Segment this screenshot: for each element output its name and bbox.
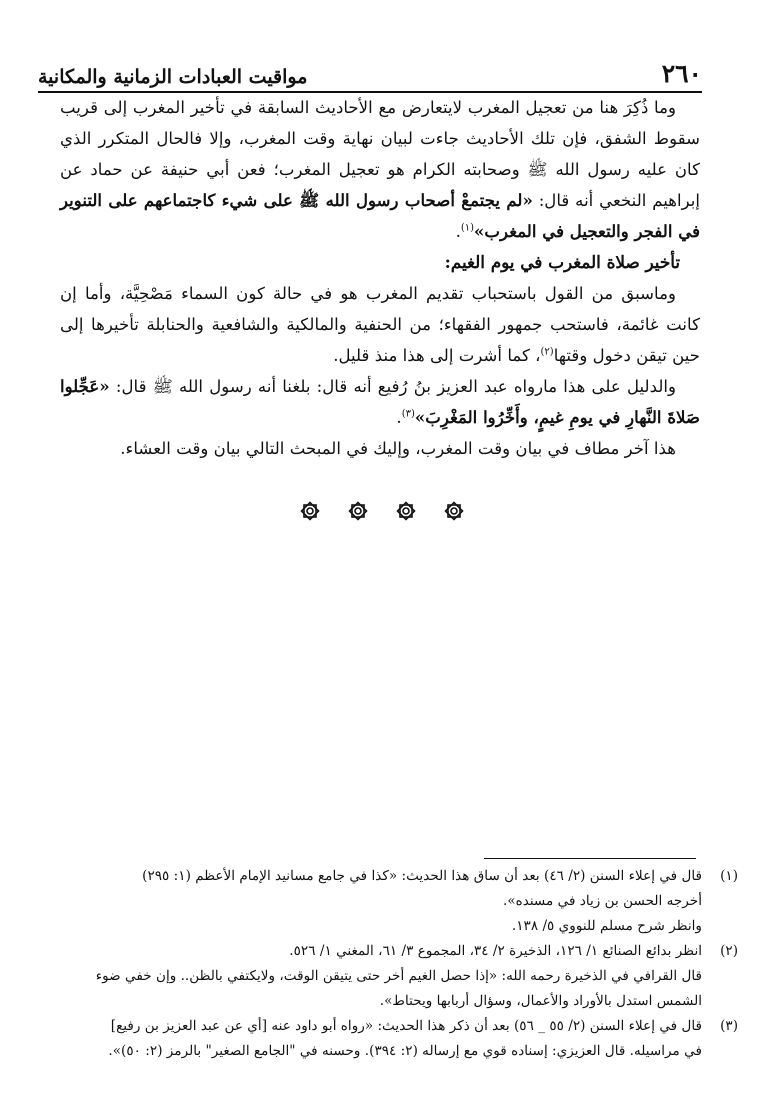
page-header — [38, 48, 702, 93]
paragraph-1 — [60, 92, 700, 247]
paragraph-1-end: . — [455, 222, 461, 241]
ornament-icon — [347, 500, 369, 522]
paragraph-3-text: والدليل على هذا مارواه عبد العزيز بنُ رُفيع أنه قال: بلغنا أنه رسول الله ﷺ قال: — [109, 377, 676, 396]
ornament-icon — [443, 500, 465, 522]
paragraph-3 — [60, 371, 700, 433]
footnote-line: الشمس استدل بالأوراد والأعمال، وسؤال أربابها ويحتاط». — [379, 993, 702, 1009]
main-text — [60, 92, 700, 464]
footnote-ref-2: (٢) — [540, 346, 554, 358]
footnote-1 — [28, 864, 738, 939]
paragraph-2 — [60, 278, 700, 371]
paragraph-1-quote: «لم يجتمعْ أصحاب رسول الله ﷺ على شيء كاجتماعهم على التنوير في الفجر والتعجيل في المغرب» — [60, 190, 700, 241]
running-title: مواقيت العبادات الزمانية والمكانية — [38, 66, 308, 88]
footnote-2 — [28, 939, 738, 1014]
ornament-icon — [299, 500, 321, 522]
footnote-separator — [484, 858, 696, 859]
footnote-number: (١) — [720, 868, 738, 884]
footnote-ref-1: (١) — [460, 222, 475, 234]
section-divider — [0, 500, 764, 522]
footnote-ref-3: (٣) — [401, 408, 415, 420]
footnotes — [28, 864, 738, 1064]
footnote-text — [28, 864, 702, 939]
footnote-line: قال في إعلاء السنن (٢/ ٥٥ _ ٥٦) بعد أن ذكر هذا الحديث: «رواه أبو داود عنه [أي عن عبد العزيز بن رفيع] — [110, 1018, 702, 1034]
footnote-number: (٢) — [720, 943, 738, 959]
footnote-line: أخرجه الحسن بن زياد في مسنده». — [502, 893, 702, 909]
footnote-text — [28, 1014, 702, 1064]
footnote-line: قال في إعلاء السنن (٢/ ٤٦) بعد أن ساق هذا الحديث: «كذا في جامع مسانيد الإمام الأعظم (١: ٢٩٥) — [142, 868, 702, 884]
footnote-line: قال القرافي في الذخيرة رحمه الله: «إذا حصل الغيم أخر حتى يتيقن الوقت، ولايكتفي بالظن.. وإن خفي ضوء — [95, 968, 702, 984]
paragraph-1-text: وما ذُكِرَ هنا من تعجيل المغرب لايتعارض مع الأحاديث السابقة في تأخير المغرب إلى قريب سقوط الشفق، فإن تلك الأحاديث جاءت لبيان نهاية وقت المغرب، وإلا فالحال المتكرر الذي كان عليه رسول الله ﷺ وصحابته الكرام هو تعجيل المغرب؛ فعن أبي حنيفة عن حماد عن إبراهيم النخعي أنه قال: — [60, 98, 700, 210]
footnote-line: انظر بدائع الصنائع ١/ ١٢٦، الذخيرة ٢/ ٣٤، المجموع ٣/ ٦١، المغني ١/ ٥٢٦. — [289, 943, 702, 959]
footnote-line: وانظر شرح مسلم للنووي ٥/ ١٣٨. — [511, 918, 702, 934]
page-number: ٢٦٠ — [661, 59, 702, 88]
footnote-3 — [28, 1014, 738, 1064]
footnote-text — [28, 939, 702, 1014]
footnote-number: (٣) — [720, 1018, 738, 1034]
paragraph-3-quote: «عَجِّلوا صَلاةَ النَّهارِ في يومِ غيمٍ، وأَخِّرُوا المَغْرِبَ» — [60, 376, 700, 427]
paragraph-2-end: ، كما أشرت إلى هذا منذ قليل. — [333, 346, 541, 365]
ornament-icon — [395, 500, 417, 522]
footnote-line: في مراسيله. قال العزيزي: إسناده قوي مع إرساله (٢: ٣٩٤). وحسنه في "الجامع الصغير" بالرمز (٢: ٥٠)». — [108, 1043, 702, 1059]
paragraph-4: هذا آخر مطاف في بيان وقت المغرب، وإليك في المبحث التالي بيان وقت العشاء. — [120, 439, 676, 458]
section-heading: تأخير صلاة المغرب في يوم الغيم: — [444, 252, 680, 272]
paragraph-2-text: وماسبق من القول باستحباب تقديم المغرب هو في حالة كون السماء مَصْحِيَّة، وأما إن كانت غائمة، فاستحب جمهور الفقهاء؛ من الحنفية والمالكية والشافعية والحنابلة تأخيرها إلى حين تيقن دخول وقتها — [60, 284, 700, 365]
paragraph-3-end: . — [396, 408, 402, 427]
